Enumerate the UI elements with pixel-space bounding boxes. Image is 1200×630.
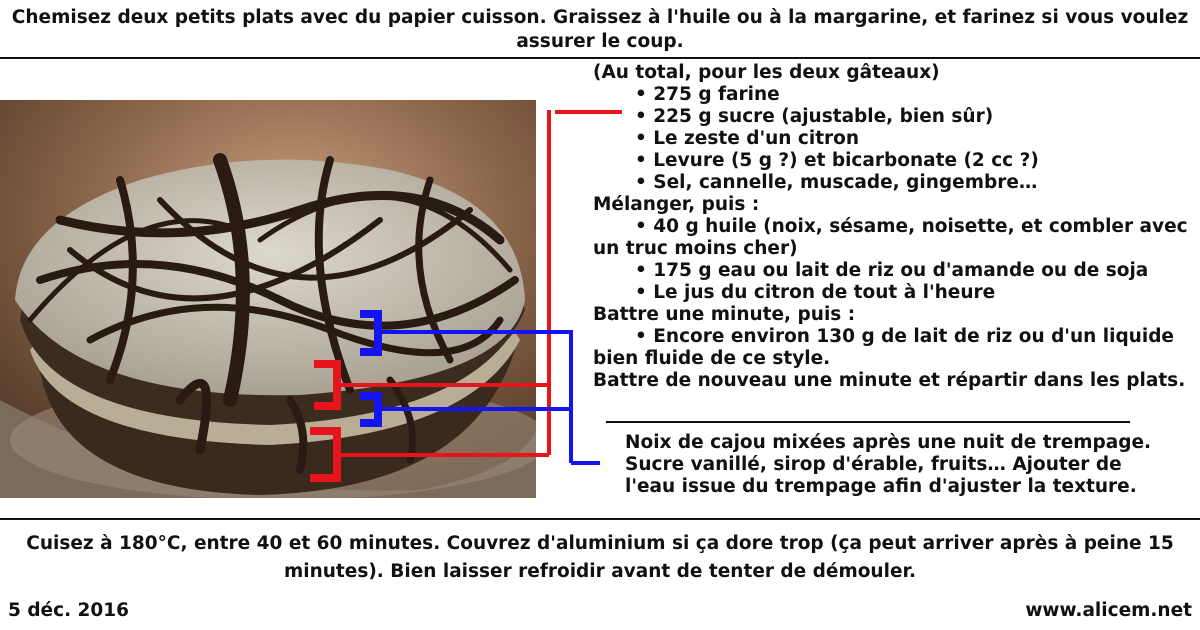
ingredient-liquid: • 175 g eau ou lait de riz ou d'amande ou de soja [635,260,1149,281]
top-divider [0,57,1200,59]
ingredient-oil: • 40 g huile (noix, sésame, noisette, et combler avec un truc moins cher) [593,216,1188,259]
frosting-line: l'eau issue du trempage afin d'ajuster la texture. [625,476,1137,497]
step-final: Battre de nouveau une minute et répartir dans les plats. [593,370,1186,391]
bottom-divider [0,518,1200,520]
ingredient-sugar: • 225 g sucre (ajustable, bien sûr) [635,106,994,127]
cake-recipe [593,62,1193,392]
ingredient-extra-liquid: • Encore environ 130 g de lait de riz ou d'un liquide bien fluide de ce style. [593,326,1174,369]
step-mix: Mélanger, puis : [593,194,760,215]
ingredient-lemon-juice: • Le jus du citron de tout à l'heure [635,282,996,303]
ingredient-lemon-zest: • Le zeste d'un citron [635,128,860,149]
publication-date: 5 déc. 2016 [8,600,130,621]
step-beat: Battre une minute, puis : [593,304,856,325]
frosting-recipe [625,432,1185,498]
cake-photo [0,100,536,498]
baking-instruction: Cuisez à 180°C, entre 40 et 60 minutes. Couvrez d'aluminium si ça dore trop (ça peut arriver après à peine 15 minutes). Bien laisser refroidir avant de tenter de démouler. [26,533,1174,582]
frosting-line: Sucre vanillé, sirop d'érable, fruits… Ajouter de [625,454,1122,475]
frosting-line: Noix de cajou mixées après une nuit de trempage. [625,432,1152,453]
prep-instruction: Chemisez deux petits plats avec du papier cuisson. Graissez à l'huile ou à la margarine, et farinez si vous voulez assurer le coup. [11,7,1189,52]
recipe-intro: (Au total, pour les deux gâteaux) [593,62,940,83]
website-link[interactable]: www.alicem.net [1025,600,1192,621]
ingredient-leavening: • Levure (5 g ?) et bicarbonate (2 cc ?) [635,150,1039,171]
ingredient-flour: • 275 g farine [635,84,780,105]
recipe-divider [606,421,1130,423]
ingredient-spices: • Sel, cannelle, muscade, gingembre… [635,172,1038,193]
